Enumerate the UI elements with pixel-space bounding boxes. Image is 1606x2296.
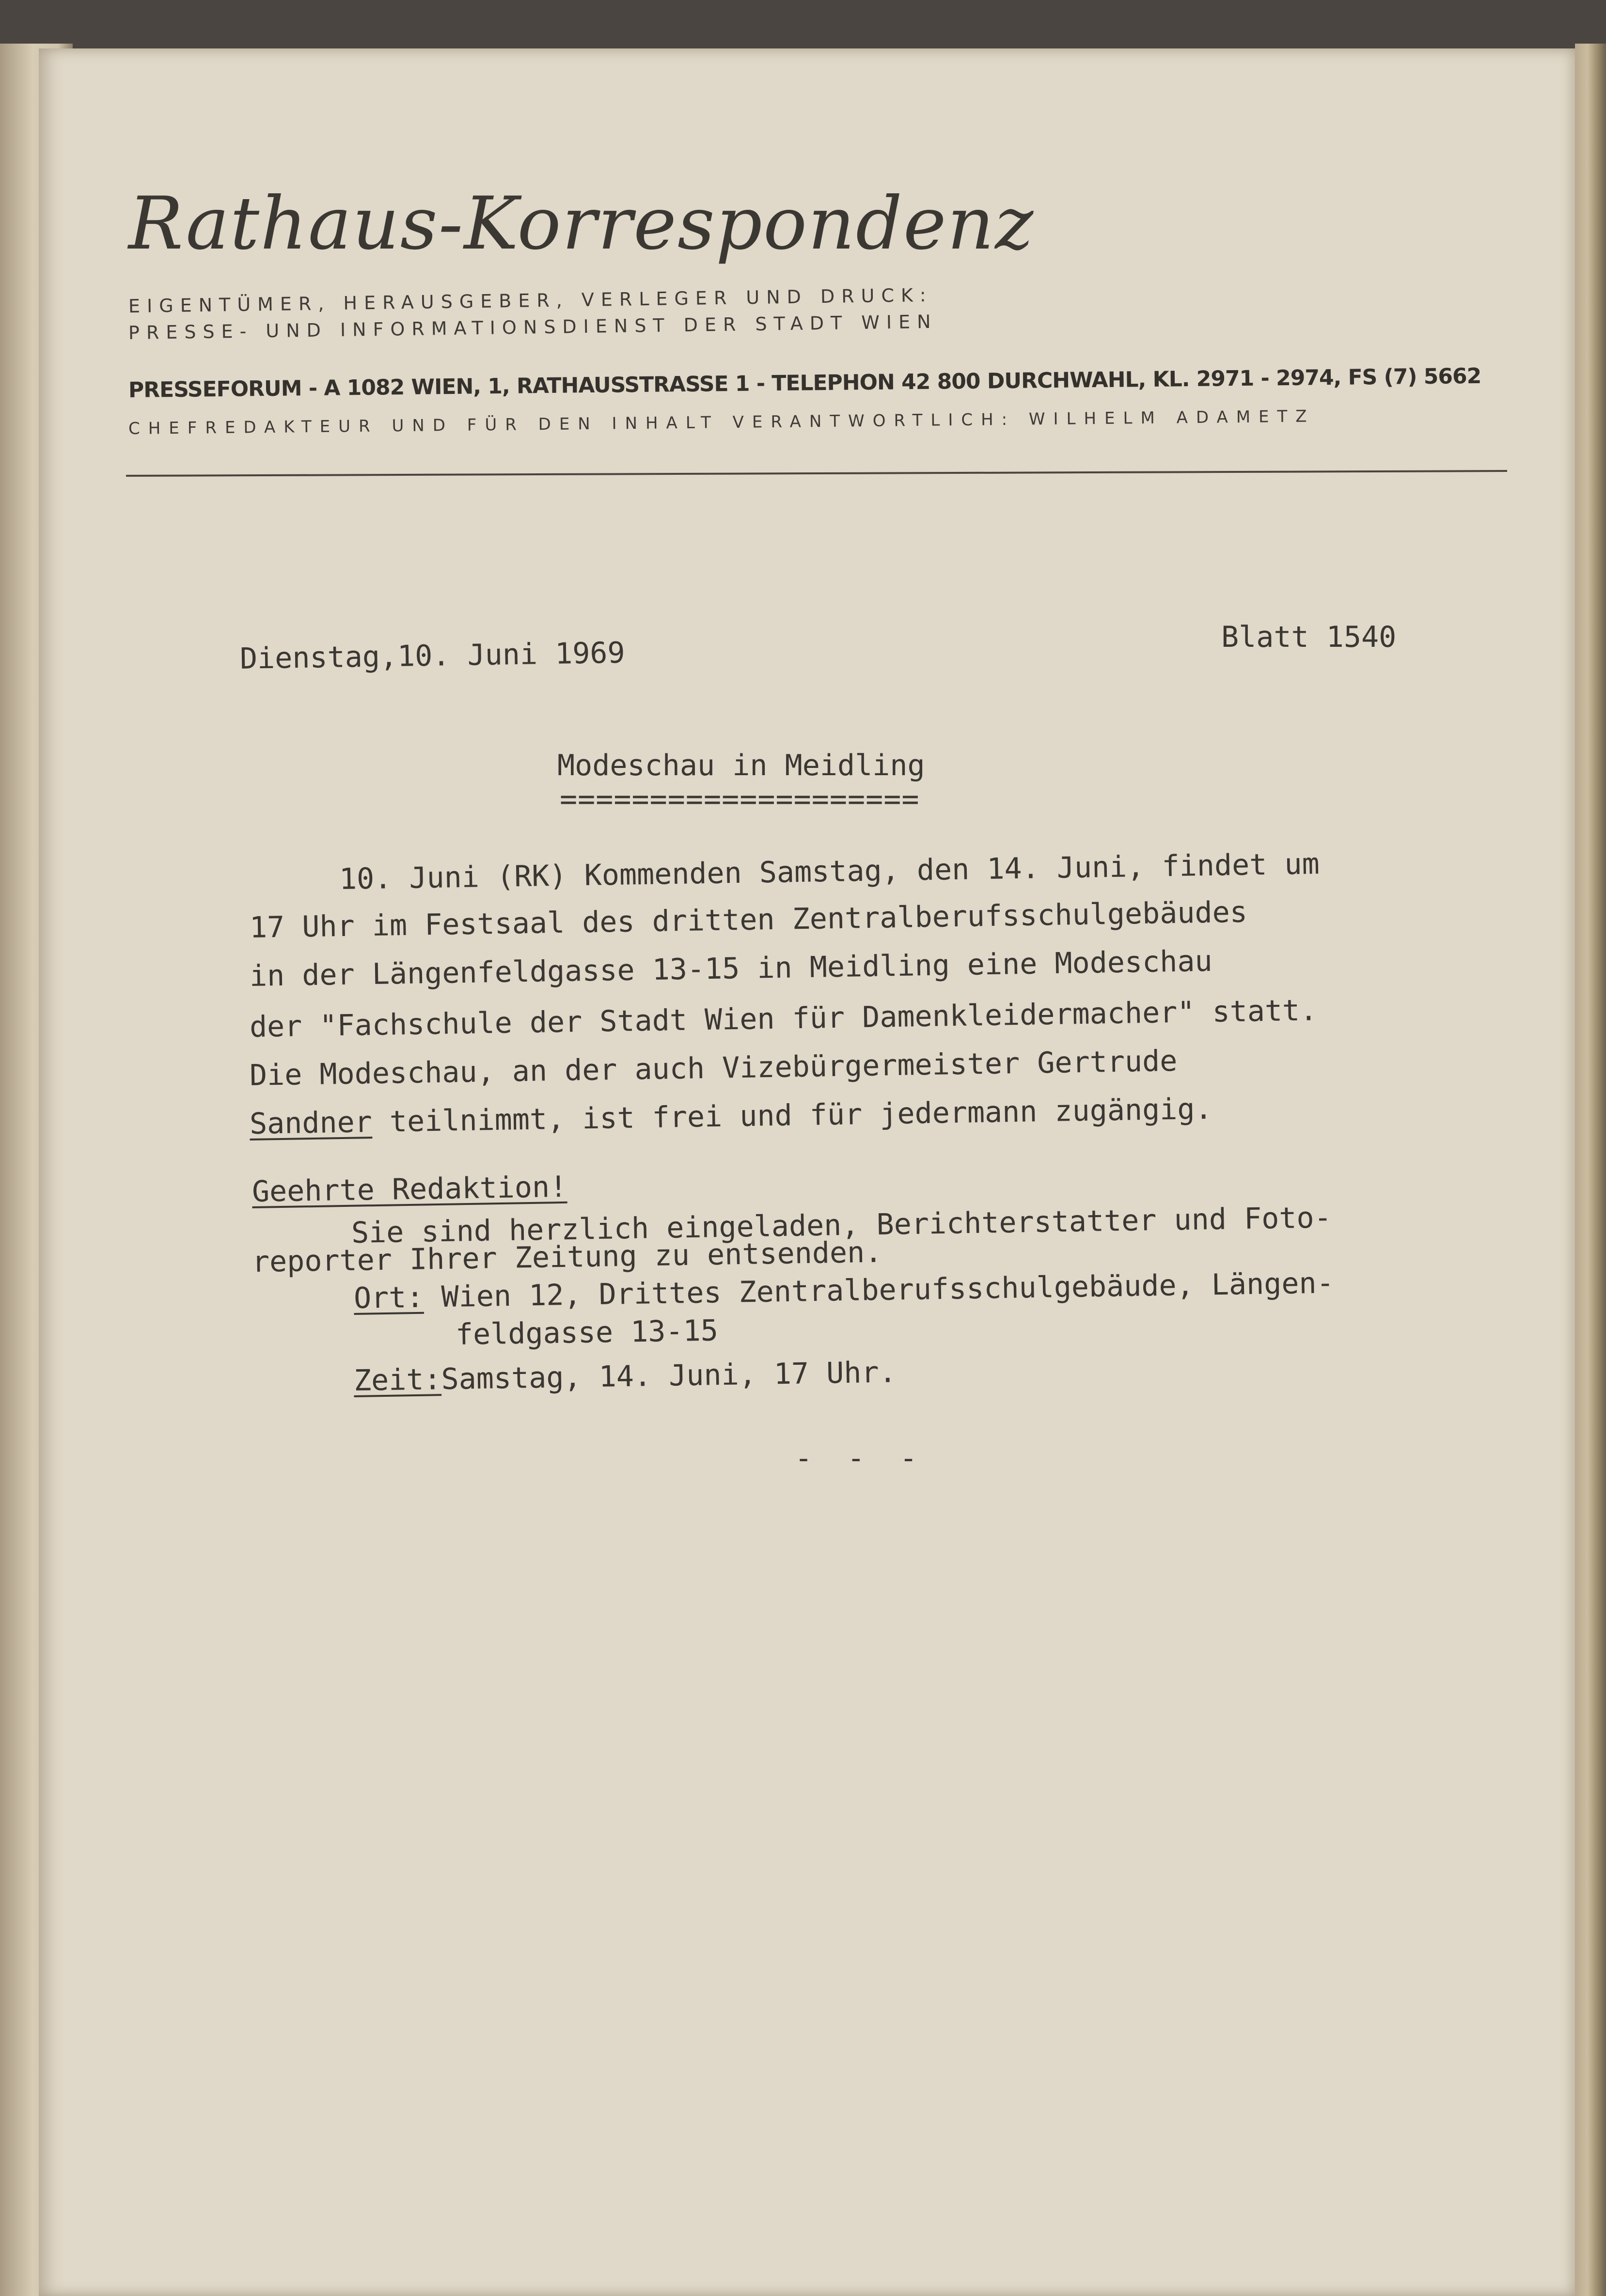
sheet-number: Blatt 1540 — [1221, 620, 1397, 654]
invitation-line-1: Sie sind herzlich eingeladen, Berichterstatter und Foto- — [351, 1201, 1332, 1250]
owner-line-1: EIGENTÜMER, HERAUSGEBER, VERLEGER UND DRUCK: — [128, 284, 933, 317]
date: Dienstag,10. Juni 1969 — [239, 636, 626, 676]
time-value: Samstag, 14. Juni, 17 Uhr. — [441, 1355, 897, 1397]
body-line-5: Die Modeschau, an der auch Vizebürgermeister Gertrude — [249, 1044, 1178, 1093]
invitation-line-2: reporter Ihrer Zeitung zu entsenden. — [252, 1235, 882, 1279]
header-divider — [126, 470, 1507, 477]
end-mark: - - - — [795, 1441, 926, 1475]
article-title: Modeschau in Meidling — [557, 749, 925, 782]
body-line-4: der "Fachschule der Stadt Wien für Damenkleidermacher" statt. — [249, 993, 1318, 1044]
time-label: Zeit: — [353, 1362, 442, 1398]
editor-line: CHEFREDAKTEUR UND FÜR DEN INHALT VERANTWORTLICH: WILHELM ADAMETZ — [128, 406, 1315, 438]
body-line-6 — [249, 1092, 1212, 1141]
place-label: Ort: — [353, 1280, 425, 1315]
time-line — [353, 1355, 897, 1398]
underlined-name: Sandner — [249, 1105, 373, 1141]
title-underline: ==================== — [560, 782, 920, 816]
place-value: Wien 12, Drittes Zentralberufsschulgebäude, Längen- — [423, 1266, 1335, 1314]
page-stack-edge — [1575, 44, 1606, 2296]
body-line-3: in der Längenfeldgasse 13-15 in Meidling eine Modeschau — [249, 944, 1213, 993]
place-continuation: feldgasse 13-15 — [455, 1313, 719, 1352]
document-page — [39, 48, 1575, 2296]
address-line: PRESSEFORUM - A 1082 WIEN, 1, RATHAUSSTRASSE 1 - TELEPHON 42 800 DURCHWAHL, KL. 2971 - 2974, FS (7) 5662 — [128, 363, 1481, 403]
masthead-title: Rathaus-Korrespondenz — [128, 182, 1035, 266]
body-line-1: 10. Juni (RK) Kommenden Samstag, den 14. Juni, findet um — [339, 847, 1320, 896]
body-line-2: 17 Uhr im Festsaal des dritten Zentralberufsschulgebäudes — [249, 895, 1248, 945]
greeting: Geehrte Redaktion! — [252, 1170, 567, 1209]
body-line-6-text: teilnimmt, ist frei und für jedermann zugängig. — [372, 1092, 1213, 1140]
owner-line-2: PRESSE- UND INFORMATIONSDIENST DER STADT WIEN — [128, 311, 938, 344]
